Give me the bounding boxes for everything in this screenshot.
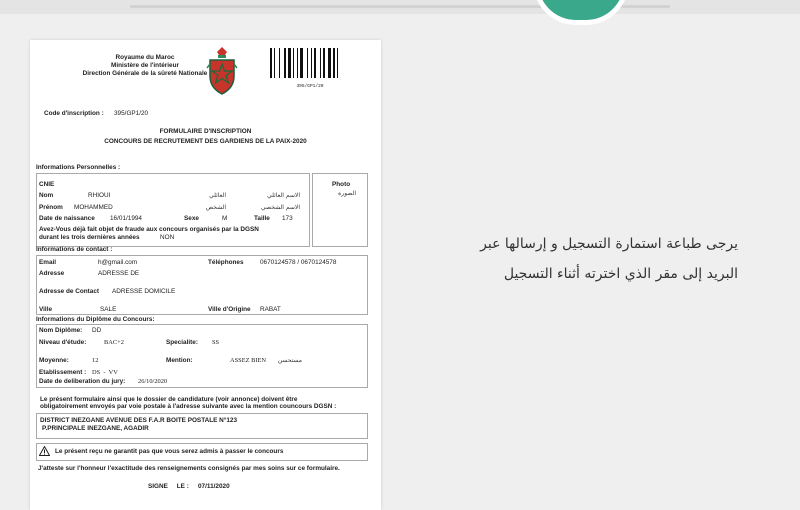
niveau-value: BAC+2 [104, 339, 124, 346]
barcode-number: 395/GP1/20 [296, 84, 324, 89]
specialite-label: Specialite: [166, 339, 198, 346]
top-bar [0, 0, 800, 14]
adresse-label: Adresse [39, 270, 65, 277]
barcode-stripe [279, 48, 280, 78]
etablissement-value: DS - VV [92, 369, 118, 376]
signature-date: 07/11/2020 [198, 483, 230, 490]
moyenne-label: Moyenne: [39, 357, 69, 364]
ville-origine-value: RABAT [260, 306, 281, 313]
prenom-label: Prénom [39, 204, 63, 211]
ville-label: Ville [39, 306, 53, 313]
mention-value: ASSEZ BIEN [230, 357, 267, 364]
deliberation-date-label: Date de deliberation du jury: [39, 378, 126, 385]
niveau-label: Niveau d'étude: [39, 339, 87, 346]
nom-label: Nom [39, 192, 54, 199]
barcode-stripe [300, 48, 303, 78]
decorative-circle [533, 0, 629, 25]
form-subtitle: CONCOURS DE RECRUTEMENT DES GARDIENS DE LA PAIX-2020 [104, 138, 307, 145]
sexe-label: Sexe [184, 215, 199, 222]
notice-line-2: obligatoirement envoyés par voie postale à l'adresse suivante avec la mention councours DGSN : [40, 403, 337, 410]
form-title: FORMULAIRE D'INSCRIPTION [159, 128, 252, 135]
barcode-stripe [297, 48, 298, 78]
barcode [268, 48, 352, 82]
ville-value: SALE [100, 306, 117, 313]
barcode-stripe [270, 48, 272, 78]
barcode-stripe [333, 48, 335, 78]
cnie-label: CNIE [39, 181, 55, 188]
header-line-1: Royaume du Maroc [115, 54, 175, 61]
ville-origine-label: Ville d'Origine [208, 306, 251, 313]
header-line-3: Direction Générale de la sûreté Nationale [82, 70, 208, 77]
diploma-name-value: DD [92, 327, 102, 334]
barcode-stripe [284, 48, 286, 78]
deliberation-date-value: 26/10/2020 [138, 378, 168, 385]
code-inscription-value: 395/GP1/20 [114, 110, 149, 117]
barcode-stripe [288, 48, 291, 78]
personal-section-label: Informations Personnelles : [36, 164, 121, 171]
contact-section-label: Informations de contact : [36, 246, 113, 253]
fraud-question-line1: Avez-Vous déjà fait objet de fraude aux concours organisés par la DGSN [39, 226, 259, 233]
fraud-question-line2: durant les trois dernières années [39, 234, 140, 241]
warning-icon [39, 446, 50, 456]
side-message-line-2: البريد إلى مقر الذي اخترته أثناء التسجيل [503, 266, 738, 282]
attestation-text: J'atteste sur l'honneur l'exactitude des renseignements consignés par mes soins sur ce formulaire. [38, 465, 340, 472]
nom-ar-label: الاسم العائلي [267, 192, 300, 199]
nom-ar-value: العائلي [209, 192, 226, 199]
diploma-name-label: Nom Diplôme: [39, 327, 83, 334]
warning-box [36, 443, 368, 461]
barcode-stripe [328, 48, 331, 78]
mention-ar-value: مستحسن [277, 357, 302, 364]
taille-value: 173 [282, 215, 293, 222]
photo-label-ar: الصورة [338, 190, 356, 197]
barcode-stripe [307, 48, 308, 78]
barcode-stripe [314, 48, 316, 78]
side-message-line-1: يرجى طباعة استمارة التسجيل و إرسالها عبر [480, 236, 738, 252]
adresse-contact-label: Adresse de Contact [39, 288, 100, 295]
prenom-value: MOHAMMED [74, 204, 113, 211]
postal-address-line-2: P.PRINCIPALE INEZGANE, AGADIR [42, 425, 149, 432]
registration-form [30, 40, 381, 510]
mention-label: Mention: [166, 357, 193, 364]
telephone-value: 0670124578 / 0670124578 [260, 259, 337, 266]
code-inscription-label: Code d'inscription : [44, 110, 104, 117]
photo-label: Photo [332, 181, 351, 188]
barcode-stripe [320, 48, 321, 78]
nom-value: RHIOUI [88, 192, 111, 199]
adresse-contact-value: ADRESSE DOMICILE [112, 288, 176, 295]
notice-line-1: Le présent formulaire ainsi que le dossier de candidature (voir annonce) doivent être [40, 396, 298, 403]
telephone-label: Téléphones [208, 259, 244, 266]
etablissement-label: Etablissement : [39, 369, 87, 376]
signature-label: SIGNE LE : [148, 483, 189, 490]
barcode-stripe [337, 48, 338, 78]
postal-address-line-1: DISTRICT INEZGANE AVENUE DES F.A.R BOITE POSTALE N°123 [40, 417, 238, 424]
prenom-ar-value: الشخص [205, 204, 226, 211]
moyenne-value: 12 [92, 357, 99, 364]
specialite-value: SS [212, 339, 220, 346]
email-value: h@gmail.com [98, 259, 138, 266]
prenom-ar-label: الاسم الشخصي [261, 204, 300, 211]
taille-label: Taille [254, 215, 270, 222]
sexe-value: M [222, 215, 228, 222]
dgsn-emblem-icon [206, 46, 238, 96]
barcode-stripe [323, 48, 325, 78]
barcode-stripe [274, 48, 275, 78]
dob-value: 16/01/1994 [110, 215, 142, 222]
warning-text: Le présent reçu ne garantit pas que vous serez admis à passer le concours [55, 448, 284, 455]
email-label: Email [39, 259, 57, 266]
barcode-stripe [293, 48, 294, 78]
fraud-answer: NON [160, 234, 175, 241]
barcode-stripe [311, 48, 312, 78]
dob-label: Date de naissance [39, 215, 95, 222]
adresse-value: ADRESSE DE [98, 270, 140, 277]
header-line-2: Ministère de l'intérieur [111, 62, 179, 69]
diploma-section-label: Informations du Diplôme du Concours: [36, 316, 155, 323]
